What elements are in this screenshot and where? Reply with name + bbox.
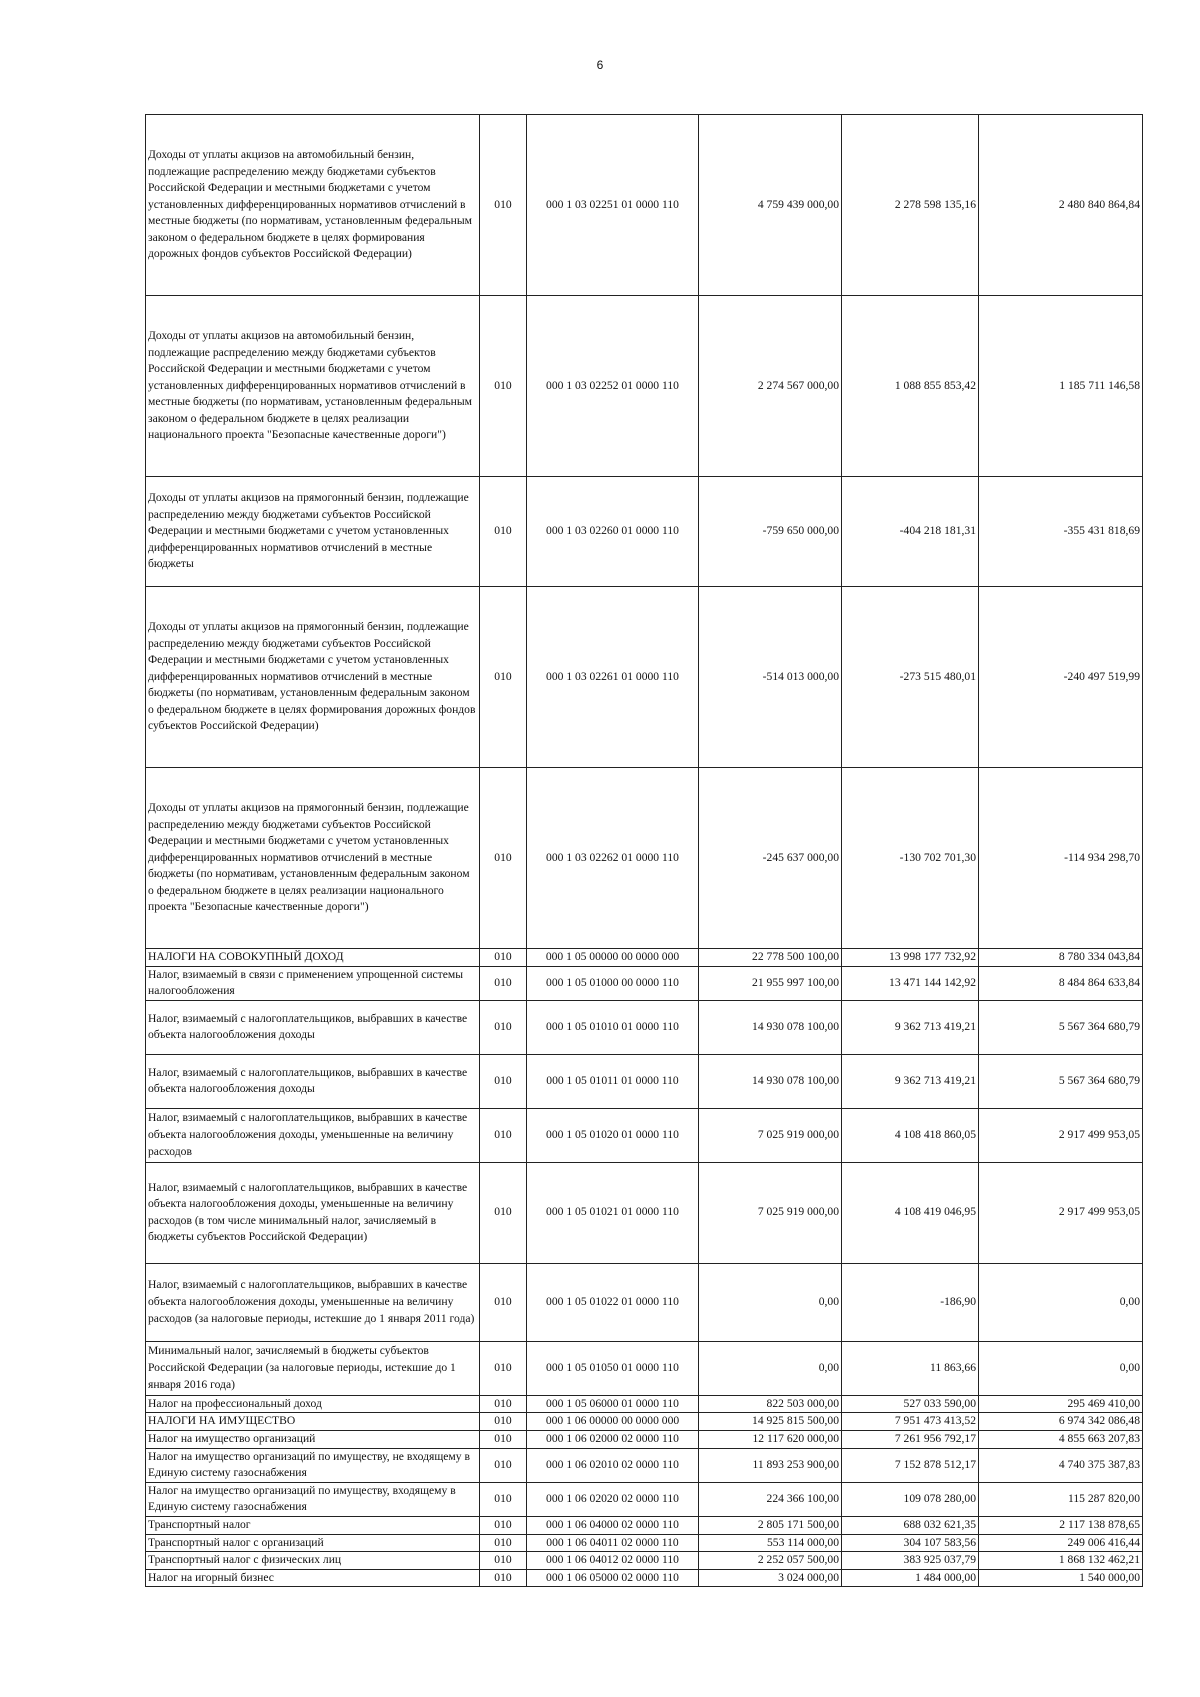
- row-unexecuted: 6 974 342 086,48: [979, 1413, 1143, 1431]
- row-line-code: 010: [480, 1395, 527, 1413]
- row-executed: 1 088 855 853,42: [842, 296, 979, 477]
- row-unexecuted: 2 917 499 953,05: [979, 1162, 1143, 1263]
- row-unexecuted: 249 006 416,44: [979, 1534, 1143, 1552]
- row-unexecuted: 115 287 820,00: [979, 1482, 1143, 1516]
- row-line-code: 010: [480, 1054, 527, 1108]
- row-executed: -404 218 181,31: [842, 477, 979, 587]
- row-name: Налог, взимаемый с налогоплательщиков, выбравших в качестве объекта налогообложения доходы: [146, 1054, 480, 1108]
- table-row: [146, 1263, 1143, 1341]
- row-unexecuted: 8 780 334 043,84: [979, 949, 1143, 967]
- table-row: [146, 1162, 1143, 1263]
- row-executed: 109 078 280,00: [842, 1482, 979, 1516]
- table-row: [146, 1482, 1143, 1516]
- row-unexecuted: 0,00: [979, 1341, 1143, 1395]
- row-unexecuted: 0,00: [979, 1263, 1143, 1341]
- row-executed: 9 362 713 419,21: [842, 1000, 979, 1054]
- table-row: [146, 949, 1143, 967]
- table-row: [146, 1000, 1143, 1054]
- row-executed: 7 261 956 792,17: [842, 1430, 979, 1448]
- row-budget-code: 000 1 06 02020 02 0000 110: [527, 1482, 699, 1516]
- row-name: Налог, взимаемый с налогоплательщиков, выбравших в качестве объекта налогообложения доходы: [146, 1000, 480, 1054]
- row-budget-code: 000 1 05 01050 01 0000 110: [527, 1341, 699, 1395]
- row-executed: 9 362 713 419,21: [842, 1054, 979, 1108]
- row-unexecuted: 295 469 410,00: [979, 1395, 1143, 1413]
- row-name: Доходы от уплаты акцизов на автомобильный бензин, подлежащие распределению между бюджетами субъектов Российской Федерации и местными бюджетами с учетом установленных дифференцированных нормативов отчислений в местные бюджеты (по нормативам, установленным федеральным законом о федеральном бюджете в целях формирования дорожных фондов субъектов Российской Федерации): [146, 115, 480, 296]
- row-executed: 11 863,66: [842, 1341, 979, 1395]
- row-approved: 224 366 100,00: [699, 1482, 842, 1516]
- row-name: Налог, взимаемый с налогоплательщиков, выбравших в качестве объекта налогообложения доходы, уменьшенные на величину расходов: [146, 1108, 480, 1162]
- table-row: [146, 966, 1143, 1000]
- row-budget-code: 000 1 05 01022 01 0000 110: [527, 1263, 699, 1341]
- row-name: Налог, взимаемый в связи с применением упрощенной системы налогообложения: [146, 966, 480, 1000]
- row-line-code: 010: [480, 966, 527, 1000]
- row-unexecuted: 5 567 364 680,79: [979, 1000, 1143, 1054]
- table-row: [146, 1516, 1143, 1534]
- row-budget-code: 000 1 06 04011 02 0000 110: [527, 1534, 699, 1552]
- row-name: Транспортный налог с организаций: [146, 1534, 480, 1552]
- row-budget-code: 000 1 05 01010 01 0000 110: [527, 1000, 699, 1054]
- row-name: НАЛОГИ НА СОВОКУПНЫЙ ДОХОД: [146, 949, 480, 967]
- table-row: [146, 768, 1143, 949]
- row-line-code: 010: [480, 296, 527, 477]
- row-approved: 2 805 171 500,00: [699, 1516, 842, 1534]
- row-budget-code: 000 1 06 04000 02 0000 110: [527, 1516, 699, 1534]
- page-number: 6: [596, 58, 604, 72]
- row-name: Налог на игорный бизнес: [146, 1569, 480, 1587]
- row-unexecuted: 2 480 840 864,84: [979, 115, 1143, 296]
- table-row: [146, 115, 1143, 296]
- row-name: Минимальный налог, зачисляемый в бюджеты субъектов Российской Федерации (за налоговые периоды, истекшие до 1 января 2016 года): [146, 1341, 480, 1395]
- table-body: [146, 115, 1143, 1587]
- row-name: Доходы от уплаты акцизов на автомобильный бензин, подлежащие распределению между бюджетами субъектов Российской Федерации и местными бюджетами с учетом установленных дифференцированных нормативов отчислений в местные бюджеты (по нормативам, установленным федеральным законом о федеральном бюджете в целях реализации национального проекта "Безопасные качественные дороги"): [146, 296, 480, 477]
- row-approved: 2 274 567 000,00: [699, 296, 842, 477]
- row-approved: 553 114 000,00: [699, 1534, 842, 1552]
- row-name: Налог на профессиональный доход: [146, 1395, 480, 1413]
- table-row: [146, 1448, 1143, 1482]
- table-row: [146, 1395, 1143, 1413]
- row-line-code: 010: [480, 949, 527, 967]
- row-line-code: 010: [480, 1413, 527, 1431]
- row-budget-code: 000 1 06 00000 00 0000 000: [527, 1413, 699, 1431]
- table-row: [146, 1108, 1143, 1162]
- row-unexecuted: 2 917 499 953,05: [979, 1108, 1143, 1162]
- table-row: [146, 587, 1143, 768]
- row-line-code: 010: [480, 115, 527, 296]
- row-executed: 4 108 418 860,05: [842, 1108, 979, 1162]
- row-approved: 3 024 000,00: [699, 1569, 842, 1587]
- row-budget-code: 000 1 03 02260 01 0000 110: [527, 477, 699, 587]
- row-line-code: 010: [480, 477, 527, 587]
- table-row: [146, 1341, 1143, 1395]
- row-unexecuted: 5 567 364 680,79: [979, 1054, 1143, 1108]
- row-executed: 13 998 177 732,92: [842, 949, 979, 967]
- row-line-code: 010: [480, 1341, 527, 1395]
- row-executed: 688 032 621,35: [842, 1516, 979, 1534]
- row-approved: 22 778 500 100,00: [699, 949, 842, 967]
- row-line-code: 010: [480, 1534, 527, 1552]
- row-line-code: 010: [480, 1263, 527, 1341]
- row-unexecuted: 4 855 663 207,83: [979, 1430, 1143, 1448]
- row-name: Налог, взимаемый с налогоплательщиков, выбравших в качестве объекта налогообложения доходы, уменьшенные на величину расходов (за налоговые периоды, истекшие до 1 января 2011 года): [146, 1263, 480, 1341]
- row-unexecuted: 2 117 138 878,65: [979, 1516, 1143, 1534]
- table-row: [146, 1413, 1143, 1431]
- row-approved: 14 930 078 100,00: [699, 1000, 842, 1054]
- row-approved: 4 759 439 000,00: [699, 115, 842, 296]
- table-row: [146, 1552, 1143, 1570]
- table-row: [146, 296, 1143, 477]
- row-unexecuted: 1 868 132 462,21: [979, 1552, 1143, 1570]
- row-executed: 1 484 000,00: [842, 1569, 979, 1587]
- row-budget-code: 000 1 06 02010 02 0000 110: [527, 1448, 699, 1482]
- table-row: [146, 477, 1143, 587]
- row-approved: 14 925 815 500,00: [699, 1413, 842, 1431]
- row-executed: -273 515 480,01: [842, 587, 979, 768]
- row-executed: 304 107 583,56: [842, 1534, 979, 1552]
- row-executed: -130 702 701,30: [842, 768, 979, 949]
- row-budget-code: 000 1 03 02262 01 0000 110: [527, 768, 699, 949]
- row-unexecuted: 1 540 000,00: [979, 1569, 1143, 1587]
- row-name: Налог на имущество организаций по имуществу, не входящему в Единую систему газоснабжения: [146, 1448, 480, 1482]
- row-budget-code: 000 1 06 05000 02 0000 110: [527, 1569, 699, 1587]
- row-name: Транспортный налог: [146, 1516, 480, 1534]
- row-line-code: 010: [480, 1482, 527, 1516]
- row-name: Транспортный налог с физических лиц: [146, 1552, 480, 1570]
- row-approved: 12 117 620 000,00: [699, 1430, 842, 1448]
- row-approved: -759 650 000,00: [699, 477, 842, 587]
- row-unexecuted: 4 740 375 387,83: [979, 1448, 1143, 1482]
- row-executed: 2 278 598 135,16: [842, 115, 979, 296]
- row-approved: -514 013 000,00: [699, 587, 842, 768]
- row-line-code: 010: [480, 1430, 527, 1448]
- row-approved: -245 637 000,00: [699, 768, 842, 949]
- row-name: Доходы от уплаты акцизов на прямогонный бензин, подлежащие распределению между бюджетами субъектов Российской Федерации и местными бюджетами с учетом установленных дифференцированных нормативов отчислений в местные бюджеты (по нормативам, установленным федеральным законом о федеральном бюджете в целях реализации национального проекта "Безопасные качественные дороги"): [146, 768, 480, 949]
- row-executed: 13 471 144 142,92: [842, 966, 979, 1000]
- table-row: [146, 1569, 1143, 1587]
- row-unexecuted: -114 934 298,70: [979, 768, 1143, 949]
- row-budget-code: 000 1 03 02261 01 0000 110: [527, 587, 699, 768]
- row-approved: 7 025 919 000,00: [699, 1108, 842, 1162]
- row-approved: 2 252 057 500,00: [699, 1552, 842, 1570]
- table-row: [146, 1054, 1143, 1108]
- row-line-code: 010: [480, 1516, 527, 1534]
- row-executed: 7 951 473 413,52: [842, 1413, 979, 1431]
- row-name: Налог на имущество организаций по имуществу, входящему в Единую систему газоснабжения: [146, 1482, 480, 1516]
- row-budget-code: 000 1 05 00000 00 0000 000: [527, 949, 699, 967]
- row-budget-code: 000 1 05 01020 01 0000 110: [527, 1108, 699, 1162]
- table-row: [146, 1430, 1143, 1448]
- row-unexecuted: 8 484 864 633,84: [979, 966, 1143, 1000]
- row-approved: 0,00: [699, 1341, 842, 1395]
- row-line-code: 010: [480, 1552, 527, 1570]
- row-line-code: 010: [480, 1000, 527, 1054]
- row-unexecuted: -240 497 519,99: [979, 587, 1143, 768]
- row-executed: 7 152 878 512,17: [842, 1448, 979, 1482]
- table-row: [146, 1534, 1143, 1552]
- row-approved: 14 930 078 100,00: [699, 1054, 842, 1108]
- row-budget-code: 000 1 05 01000 00 0000 110: [527, 966, 699, 1000]
- row-line-code: 010: [480, 1569, 527, 1587]
- row-executed: 383 925 037,79: [842, 1552, 979, 1570]
- row-approved: 21 955 997 100,00: [699, 966, 842, 1000]
- row-executed: -186,90: [842, 1263, 979, 1341]
- row-budget-code: 000 1 06 02000 02 0000 110: [527, 1430, 699, 1448]
- row-executed: 527 033 590,00: [842, 1395, 979, 1413]
- row-approved: 822 503 000,00: [699, 1395, 842, 1413]
- row-name: Налог на имущество организаций: [146, 1430, 480, 1448]
- row-unexecuted: 1 185 711 146,58: [979, 296, 1143, 477]
- row-budget-code: 000 1 05 01011 01 0000 110: [527, 1054, 699, 1108]
- row-approved: 7 025 919 000,00: [699, 1162, 842, 1263]
- row-budget-code: 000 1 05 01021 01 0000 110: [527, 1162, 699, 1263]
- row-line-code: 010: [480, 587, 527, 768]
- row-budget-code: 000 1 05 06000 01 0000 110: [527, 1395, 699, 1413]
- row-name: НАЛОГИ НА ИМУЩЕСТВО: [146, 1413, 480, 1431]
- row-budget-code: 000 1 06 04012 02 0000 110: [527, 1552, 699, 1570]
- row-name: Налог, взимаемый с налогоплательщиков, выбравших в качестве объекта налогообложения доходы, уменьшенные на величину расходов (в том числе минимальный налог, зачисляемый в бюджеты субъектов Российской Федерации): [146, 1162, 480, 1263]
- row-line-code: 010: [480, 1162, 527, 1263]
- row-approved: 11 893 253 900,00: [699, 1448, 842, 1482]
- income-table: [145, 114, 1143, 1587]
- row-name: Доходы от уплаты акцизов на прямогонный бензин, подлежащие распределению между бюджетами субъектов Российской Федерации и местными бюджетами с учетом установленных дифференцированных нормативов отчислений в местные бюджеты (по нормативам, установленным федеральным законом о федеральном бюджете в целях формирования дорожных фондов субъектов Российской Федерации): [146, 587, 480, 768]
- row-line-code: 010: [480, 1108, 527, 1162]
- row-unexecuted: -355 431 818,69: [979, 477, 1143, 587]
- row-budget-code: 000 1 03 02252 01 0000 110: [527, 296, 699, 477]
- row-name: Доходы от уплаты акцизов на прямогонный бензин, подлежащие распределению между бюджетами субъектов Российской Федерации и местными бюджетами с учетом установленных дифференцированных нормативов отчислений в местные бюджеты: [146, 477, 480, 587]
- row-approved: 0,00: [699, 1263, 842, 1341]
- row-line-code: 010: [480, 768, 527, 949]
- row-budget-code: 000 1 03 02251 01 0000 110: [527, 115, 699, 296]
- row-line-code: 010: [480, 1448, 527, 1482]
- row-executed: 4 108 419 046,95: [842, 1162, 979, 1263]
